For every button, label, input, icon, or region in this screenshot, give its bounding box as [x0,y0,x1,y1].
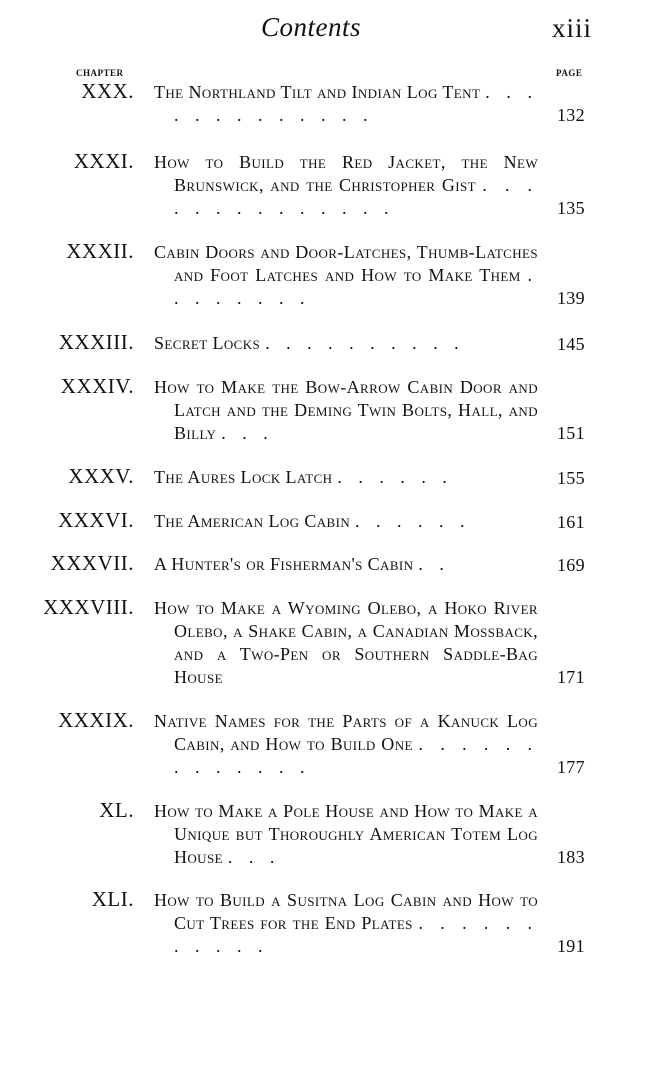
chapter-numeral: XL. [99,798,134,822]
chapter-title: Native Names for the Parts of a Kanuck Log Cabin, and How to Build One . . . . . . . . . . . . . [154,711,539,777]
chapter-numeral: XXXIV. [60,374,134,398]
chapter-numeral: XXXIX. [58,708,134,732]
chapter-numeral: XLI. [91,887,134,911]
chapter-title: The Northland Tilt and Indian Log Tent . . . . . . . . . . . . . [154,82,538,125]
chapter-page: 132 [557,105,585,125]
chapter-page: 155 [557,468,585,488]
chapter-title: The Aures Lock Latch . . . . . . [154,467,453,487]
chapter-numeral: XXXVII. [50,551,134,575]
chapter-column-label: CHAPTER [76,68,124,78]
chapter-page: 169 [557,555,585,575]
page-column-label: PAGE [556,68,583,78]
chapter-page: 151 [557,423,585,443]
chapter-page: 139 [557,288,585,308]
chapter-numeral: XXXV. [68,464,134,488]
dot-leaders: . . . . . . . . . . . . . [174,734,539,777]
chapter-page: 135 [557,198,585,218]
dot-leaders: . . . . . . [337,467,453,487]
chapter-numeral: XXXII. [66,239,134,263]
page-number: xiii [551,13,592,43]
chapter-page: 171 [557,667,585,687]
dot-leaders: . . . [221,423,274,443]
chapter-title: The American Log Cabin . . . . . . [154,511,471,531]
chapter-numeral: XXXI. [73,149,134,173]
dot-leaders: . . . . . . [355,511,471,531]
dot-leaders: . . . [227,847,281,867]
chapter-numeral: XXXVI. [58,508,134,532]
dot-leaders: . . . . . . . . . . . . . . [174,175,538,218]
chapter-numeral: XXX. [81,79,134,103]
chapter-page: 145 [557,334,585,354]
chapter-title: Cabin Doors and Door-Latches, Thumb-Latches and Foot Latches and How to Make Them . . . . . . . . [154,242,538,308]
chapter-title: How to Build a Susitna Log Cabin and How to Cut Trees for the End Plates . . . . . . . . . . . [154,890,538,956]
chapter-page: 177 [557,757,585,777]
running-title: Contents [260,12,361,42]
dot-leaders: . . . . . . . . . . [265,333,465,353]
chapter-title: Secret Locks . . . . . . . . . . [154,333,465,353]
chapter-title: How to Make the Bow-Arrow Cabin Door and Latch and the Deming Twin Bolts, Hall, and Billy . . . [154,377,538,443]
chapter-numeral: XXXVIII. [43,595,134,619]
chapter-title: How to Make a Wyoming Olebo, a Hoko River Olebo, a Shake Cabin, a Canadian Mossback, and a Two-Pen or Southern Saddle-Bag House [154,598,538,687]
dot-leaders: . . . . . . . . . . . . . [174,82,538,125]
chapter-page: 183 [557,847,585,867]
dot-leaders: . . [418,554,450,574]
chapter-numeral: XXXIII. [58,330,134,354]
chapter-title: How to Make a Pole House and How to Make a Unique but Thoroughly American Totem Log House . . . [154,801,538,867]
chapter-title: A Hunter's or Fisherman's Cabin . . [154,554,450,574]
chapter-title: How to Build the Red Jacket, the New Brunswick, and the Christopher Gist . . . . . . . . . . . . . . [154,152,538,218]
dot-leaders: . . . . . . . . . . . [174,913,538,956]
chapter-page: 161 [557,512,585,532]
dot-leaders: . . . . . . . . [174,265,538,308]
chapter-page: 191 [557,936,585,956]
